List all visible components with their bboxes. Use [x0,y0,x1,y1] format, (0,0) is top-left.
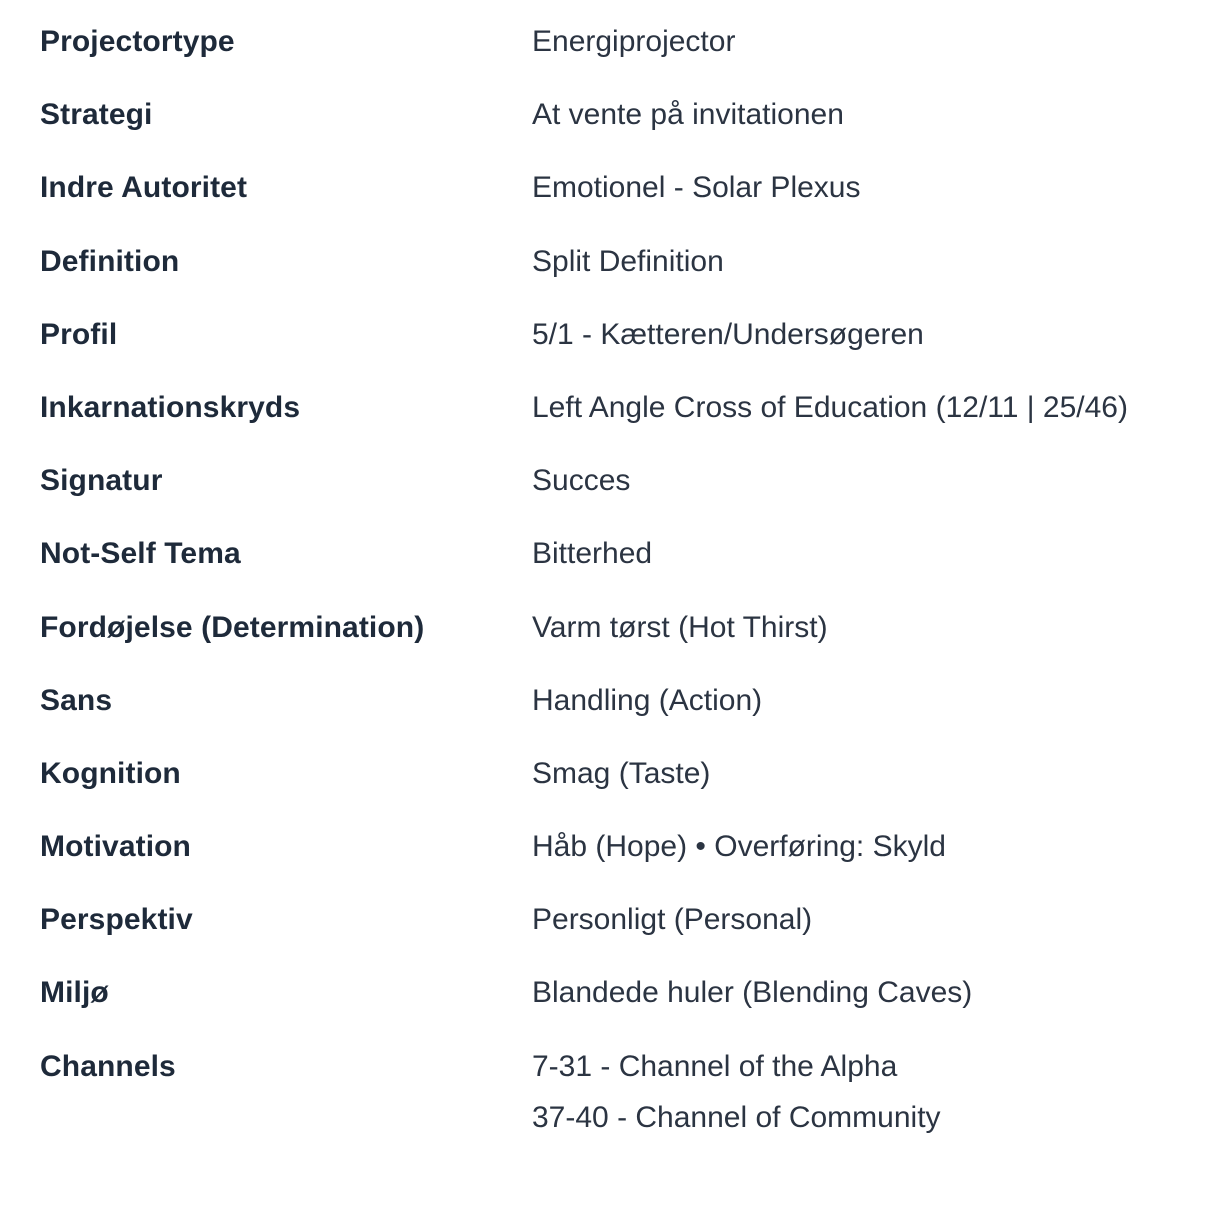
channels-list [532,1045,1200,1140]
property-row-profil [40,313,1200,357]
property-row-motivation [40,825,1200,869]
property-row-inkarnationskryds [40,386,1200,430]
property-label: Channels [40,1049,176,1083]
property-row-fordojelse [40,606,1200,650]
property-label: Sans [40,683,113,717]
channel-item: 7-31 - Channel of the Alpha [532,1049,898,1083]
property-label: Perspektiv [40,903,193,937]
property-label: Motivation [40,830,191,864]
property-value: Succes [532,464,631,498]
property-row-channels [40,1045,1200,1140]
property-label: Signatur [40,464,163,498]
property-value: Handling (Action) [532,683,763,717]
property-label: Inkarnationskryds [40,390,301,424]
property-value: Bitterhed [532,537,653,571]
property-label: Strategi [40,98,153,132]
property-row-definition [40,240,1200,284]
channel-item: 37-40 - Channel of Community [532,1100,941,1134]
property-value: Left Angle Cross of Education (12/11 | 25/46) [532,390,1128,424]
property-row-indre-autoritet [40,166,1200,210]
property-value: Personligt (Personal) [532,903,813,937]
property-label: Definition [40,244,180,278]
property-label: Profil [40,317,118,351]
property-label: Kognition [40,756,181,790]
property-row-kognition [40,752,1200,796]
property-row-strategi [40,93,1200,137]
property-row-perspektiv [40,898,1200,942]
property-value: Smag (Taste) [532,756,711,790]
property-label: Miljø [40,976,109,1010]
property-value: Håb (Hope) • Overføring: Skyld [532,830,946,864]
property-label: Not-Self Tema [40,537,241,571]
property-value: At vente på invitationen [532,98,844,132]
property-row-miljo [40,971,1200,1015]
human-design-properties-table [40,20,1200,1140]
property-row-sans [40,679,1200,723]
property-row-signatur [40,459,1200,503]
property-label: Indre Autoritet [40,171,248,205]
property-value: Varm tørst (Hot Thirst) [532,610,828,644]
property-value: Split Definition [532,244,724,278]
property-value: Blandede huler (Blending Caves) [532,976,973,1010]
property-value: Energiprojector [532,25,736,58]
property-row-not-self-tema [40,532,1200,576]
property-row-projectortype [40,20,1200,64]
property-label: Projectortype [40,25,235,58]
property-label: Fordøjelse (Determination) [40,610,425,644]
property-value: Emotionel - Solar Plexus [532,171,861,205]
property-value: 5/1 - Kætteren/Undersøgeren [532,317,924,351]
